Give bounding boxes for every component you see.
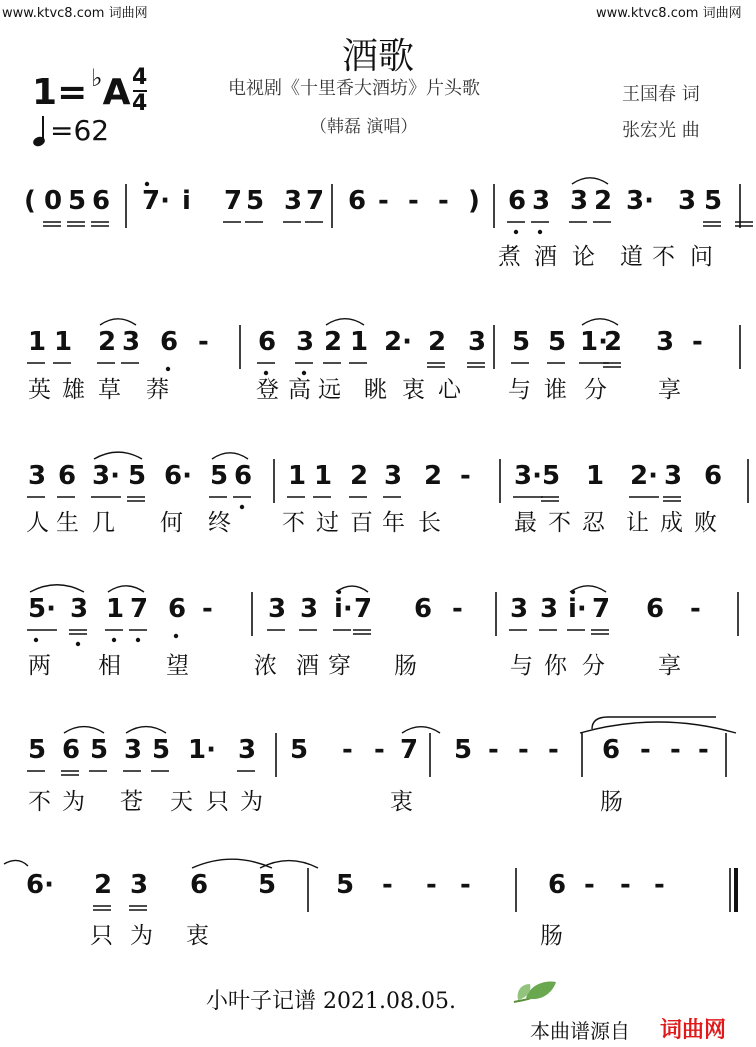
note: 5 [704, 186, 723, 216]
lyric-char: 享 [658, 377, 681, 403]
note: 5 [128, 461, 147, 491]
note: - [698, 735, 709, 765]
note: 3 [570, 186, 589, 216]
low-octave-dot [76, 642, 80, 646]
note: 6 [704, 461, 723, 491]
slur [108, 586, 144, 592]
note: 7 [592, 594, 611, 624]
lyric-char: 只 [90, 923, 113, 949]
low-octave-dot [174, 634, 178, 638]
lyric-char: 天 [170, 789, 193, 815]
note: 5 [210, 461, 229, 491]
lyric-char: 让 [626, 510, 649, 536]
note: 3 [70, 594, 89, 624]
note: 5 [454, 735, 473, 765]
note: 3 [122, 327, 141, 357]
lyric-char: 道 [620, 244, 643, 270]
lyric-char: 最 [514, 510, 537, 536]
note: - [426, 870, 437, 900]
note: 2 [594, 186, 613, 216]
note: 6 [548, 870, 567, 900]
note: 6 [234, 461, 253, 491]
note: 5 [512, 327, 531, 357]
note: 2 [94, 870, 113, 900]
note: - [342, 735, 353, 765]
note: - [202, 594, 213, 624]
note: - [690, 594, 701, 624]
note: 6 [348, 186, 367, 216]
lyric-char: 不 [282, 510, 305, 536]
note: 5· [28, 594, 56, 624]
note: 2 [604, 327, 623, 357]
note: - [654, 870, 665, 900]
note: 5 [290, 735, 309, 765]
low-octave-dot [538, 230, 542, 234]
note: 1 [28, 327, 47, 357]
note: - [518, 735, 529, 765]
slur [126, 727, 166, 733]
note: - [488, 735, 499, 765]
note: 7 [130, 594, 149, 624]
lyric-char: 谁 [544, 377, 567, 403]
lyric-char: 相 [98, 653, 121, 679]
lyric-char: 两 [28, 653, 51, 679]
lyric-char: 煮 [498, 244, 521, 270]
note: 2 [324, 327, 343, 357]
lyric-char: 长 [418, 510, 441, 536]
note: 6 [92, 186, 111, 216]
low-octave-dot [34, 638, 38, 642]
lyric-char: 酒 [534, 244, 557, 270]
note: 5 [548, 327, 567, 357]
lyric-char: 心 [438, 377, 461, 403]
lyric-char: 享 [658, 653, 681, 679]
note: 3· [626, 186, 654, 216]
note: i· [334, 594, 353, 624]
lyric-char: 不 [28, 789, 51, 815]
note: 3 [300, 594, 319, 624]
song-title: 酒歌 [341, 36, 414, 77]
lyric-char: 雄 [62, 377, 85, 403]
note: - [374, 735, 385, 765]
note: 7 [354, 594, 373, 624]
slur [572, 178, 608, 184]
lyric-char: 与 [510, 653, 533, 679]
note: 1 [586, 461, 605, 491]
note: 1 [106, 594, 125, 624]
note: 2 [98, 327, 117, 357]
slur [326, 319, 364, 325]
note: ( [24, 186, 36, 216]
low-octave-dot [514, 230, 518, 234]
note: 2 [428, 327, 447, 357]
note: 5 [152, 735, 171, 765]
lyric-char: 年 [382, 510, 405, 536]
lyric-char: 成 [660, 510, 683, 536]
time-signature: 4 4 [132, 65, 148, 116]
lyric-char: 为 [130, 923, 153, 949]
note: - [460, 870, 471, 900]
composer-credit: 张宏光 曲 [622, 120, 700, 141]
lyric-char: 肠 [540, 923, 563, 949]
lyric-char: 与 [508, 377, 531, 403]
note: i [182, 186, 191, 216]
note: - [378, 186, 389, 216]
lyric-char: 几 [92, 510, 115, 536]
lyric-char: 肠 [394, 653, 417, 679]
note: - [452, 594, 463, 624]
note: 6 [602, 735, 621, 765]
lyric-char: 你 [544, 653, 567, 679]
lyric-char: 不 [652, 244, 675, 270]
lyric-char: 远 [318, 377, 341, 403]
note: 6 [190, 870, 209, 900]
note: - [460, 461, 471, 491]
slur [100, 319, 136, 325]
note: 5 [90, 735, 109, 765]
note: 6 [508, 186, 527, 216]
high-octave-dot [145, 182, 149, 186]
note: 3 [468, 327, 487, 357]
note: 5 [336, 870, 355, 900]
slur [94, 452, 142, 459]
note: 1 [288, 461, 307, 491]
note: 1 [54, 327, 73, 357]
note: 7· [142, 186, 170, 216]
lyric-char: 高 [288, 377, 311, 403]
note: 6 [168, 594, 187, 624]
note: 6 [58, 461, 77, 491]
lyric-char: 人 [26, 510, 49, 536]
slur [580, 722, 736, 733]
note: i· [568, 594, 587, 624]
low-octave-dot [112, 638, 116, 642]
lyric-char: 肠 [600, 789, 623, 815]
note: 6 [646, 594, 665, 624]
note: 7 [306, 186, 325, 216]
note: - [692, 327, 703, 357]
lyric-char: 过 [316, 510, 339, 536]
lyric-char: 草 [98, 377, 121, 403]
lyric-char: 百 [350, 510, 373, 536]
lyric-char: 眺 [364, 377, 387, 403]
lyric-char: 论 [572, 244, 595, 270]
note: 6 [258, 327, 277, 357]
note: 5 [28, 735, 47, 765]
lyric-char: 分 [584, 377, 607, 403]
note: 3 [124, 735, 143, 765]
tempo-marking: =62 [34, 114, 109, 147]
note: 3 [656, 327, 675, 357]
slur [4, 860, 28, 866]
lyric-char: 为 [240, 789, 263, 815]
quarter-note-icon [34, 116, 44, 146]
watermark-right: www.ktvc8.com 词曲网 [596, 6, 742, 21]
source-site-link[interactable]: 词曲网 [660, 1018, 727, 1043]
note: 1 [350, 327, 369, 357]
lyric-char: 只 [206, 789, 229, 815]
low-octave-dot [136, 638, 140, 642]
note: 3 [540, 594, 559, 624]
note: - [640, 735, 651, 765]
transcriber-footer: 小叶子记谱 2021.08.05. [206, 989, 456, 1014]
note: 3 [384, 461, 403, 491]
key-signature: 1= ♭A [32, 64, 131, 113]
note: - [620, 870, 631, 900]
note: 6 [62, 735, 81, 765]
lyricist-credit: 王国春 词 [622, 84, 700, 105]
note: 3 [532, 186, 551, 216]
note: 3· [514, 461, 542, 491]
lyric-char: 穿 [328, 653, 351, 679]
slur [192, 859, 272, 868]
leaf-icon [512, 978, 558, 1006]
note: 3 [296, 327, 315, 357]
watermark-left: www.ktvc8.com 词曲网 [2, 6, 148, 21]
lyric-char: 酒 [296, 653, 319, 679]
note: 1· [580, 327, 608, 357]
note: - [198, 327, 209, 357]
note: 3 [130, 870, 149, 900]
note: 5 [246, 186, 265, 216]
lyric-char: 为 [62, 789, 85, 815]
lyric-char: 莽 [146, 377, 169, 403]
note: - [438, 186, 449, 216]
note: - [548, 735, 559, 765]
note: - [408, 186, 419, 216]
slur [64, 727, 104, 733]
lyric-char: 衷 [402, 377, 425, 403]
singer: （韩磊 演唱） [310, 117, 418, 137]
lyric-char: 英 [28, 377, 51, 403]
source-label: 本曲谱源自 [530, 1019, 630, 1043]
note: 3 [284, 186, 303, 216]
note: 2 [424, 461, 443, 491]
lyric-char: 苍 [120, 789, 143, 815]
note: 6 [160, 327, 179, 357]
note: 2· [630, 461, 658, 491]
note: 1 [314, 461, 333, 491]
note: 5 [258, 870, 277, 900]
note: 6· [26, 870, 54, 900]
lyric-char: 不 [548, 510, 571, 536]
note: ) [468, 186, 480, 216]
note: 3· [92, 461, 120, 491]
note: 3 [268, 594, 287, 624]
note: 7 [400, 735, 419, 765]
slur [402, 727, 440, 733]
lyric-char: 问 [690, 244, 713, 270]
subtitle: 电视剧《十里香大酒坊》片头歌 [228, 78, 480, 99]
lyric-char: 终 [208, 510, 231, 536]
note: 2 [350, 461, 369, 491]
lyric-char: 何 [160, 510, 183, 536]
note: 6 [414, 594, 433, 624]
lyric-char: 分 [582, 653, 605, 679]
note: 3 [678, 186, 697, 216]
lyric-char: 望 [166, 653, 189, 679]
slur [582, 319, 618, 325]
note: 3 [510, 594, 529, 624]
note: 5 [68, 186, 87, 216]
lyric-char: 衷 [186, 923, 209, 949]
lyric-char: 登 [256, 377, 279, 403]
lyric-char: 忍 [582, 510, 605, 536]
note: - [670, 735, 681, 765]
lyric-char: 衷 [390, 789, 413, 815]
slur [570, 586, 606, 592]
slur [30, 585, 84, 592]
note: 3 [238, 735, 257, 765]
lyric-char: 败 [694, 510, 717, 536]
note: 3 [28, 461, 47, 491]
note: 2· [384, 327, 412, 357]
note: 6· [164, 461, 192, 491]
note: - [382, 870, 393, 900]
note: 7 [224, 186, 243, 216]
note: 3 [664, 461, 683, 491]
note: 5 [542, 461, 561, 491]
note: 0 [44, 186, 63, 216]
low-octave-dot [240, 505, 244, 509]
tie-to-next [592, 717, 716, 729]
slur [212, 453, 248, 459]
lyric-char: 生 [56, 510, 79, 536]
note: - [584, 870, 595, 900]
note: 1· [188, 735, 216, 765]
lyric-char: 浓 [254, 653, 277, 679]
